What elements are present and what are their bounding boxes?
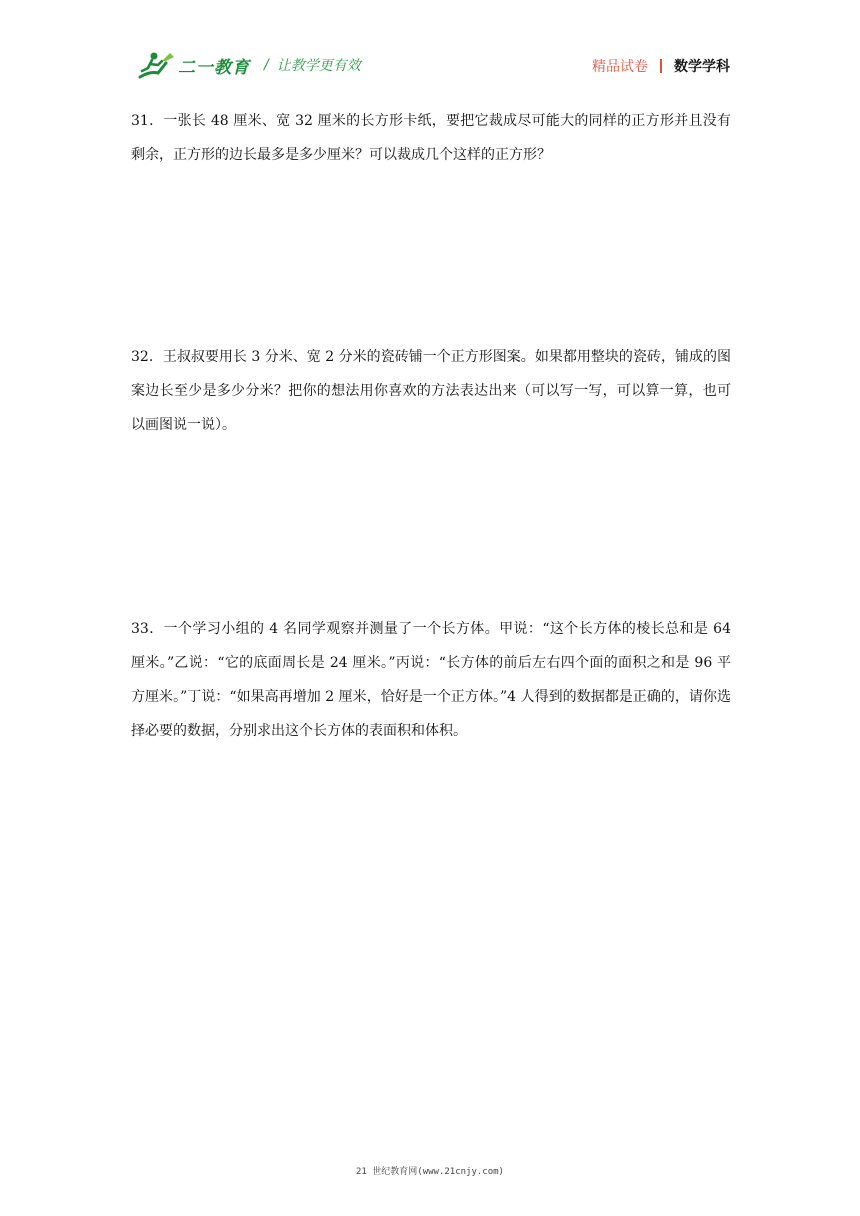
logo: [136, 48, 361, 82]
page-footer: 21 世纪教育网(www.21cnjy.com): [356, 1167, 504, 1177]
slogan-separator: /: [264, 57, 269, 73]
header-tags: [592, 56, 730, 76]
runner-logo-icon: [136, 49, 176, 81]
logo-text: 二一教育: [178, 57, 250, 78]
question-33: 33．一个学习小组的 4 名同学观察并测量了一个长方体。甲说：“这个长方体的棱长总和是 64 厘米。”乙说：“它的底面周长是 24 厘米。”丙说：“长方体的前后左右四个面的面积之和是 96 平方厘米。”丁说：“如果高再增加 2 厘米，恰好是一个正方体。”4 人得到的数据都是正确的，请你选择必要的数据，分别求出这个长方体的表面积和体积。: [131, 621, 731, 739]
slogan: 让教学更有效: [276, 58, 361, 74]
tag-premium-paper: 精品试卷: [592, 59, 648, 75]
tag-subject: 数学学科: [674, 59, 730, 75]
question-32: 32．王叔叔要用长 3 分米、宽 2 分米的瓷砖铺一个正方形图案。如果都用整块的瓷砖，铺成的图案边长至少是多少分米？把你的想法用你喜欢的方法表达出来（可以写一写，可以算一算，也可以画图说一说）。: [131, 349, 731, 433]
question-31: 31．一张长 48 厘米、宽 32 厘米的长方形卡纸，要把它裁成尽可能大的同样的正方形并且没有剩余，正方形的边长最多是多少厘米？可以裁成几个这样的正方形？: [131, 113, 731, 163]
page-header: [136, 48, 730, 82]
tag-divider: [660, 59, 662, 73]
